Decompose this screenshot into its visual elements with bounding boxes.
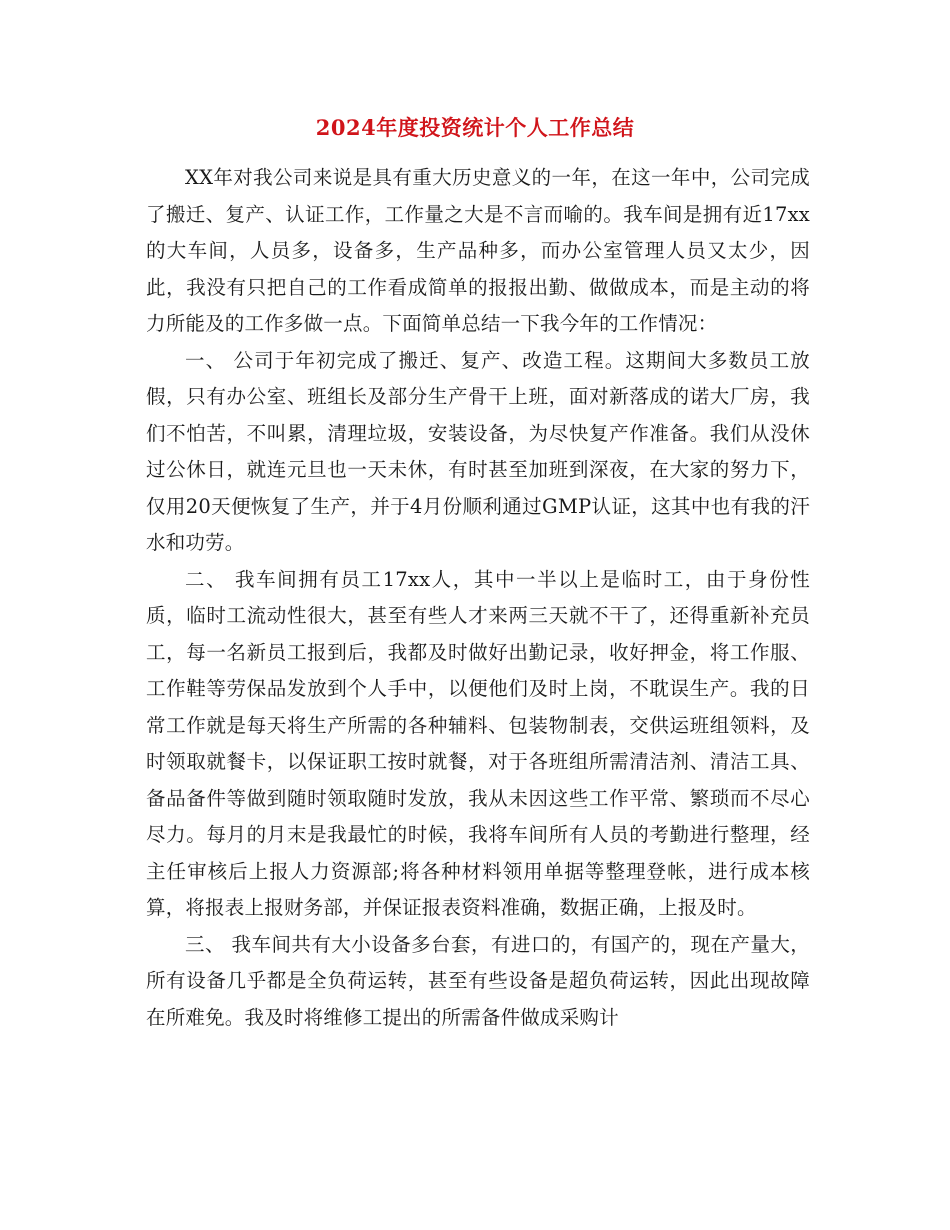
paragraph-section-2: 二、 我车间拥有员工17xx人，其中一半以上是临时工，由于身份性质，临时工流动性很大，甚至有些人才来两三天就不干了，还得重新补充员工，每一名新员工报到后，我都及时做好出勤记录，收好押金，将工作服、工作鞋等劳保品发放到个人手中，以便他们及时上岗，不耽误生产。我的日常工作就是每天将生产所需的各种辅料、包装物制表，交供运班组领料，及时领取就餐卡，以保证职工按时就餐，对于各班组所需清洁剂、清洁工具、备品备件等做到随时领取随时发放，我从未因这些工作平常、繁琐而不尽心尽力。每月的月末是我最忙的时候，我将车间所有人员的考勤进行整理，经主任审核后上报人力资源部;将各种材料领用单据等整理登帐，进行成本核算，将报表上报财务部，并保证报表资料准确，数据正确，上报及时。 [146, 567, 810, 919]
paragraph-section-1: 一、 公司于年初完成了搬迁、复产、改造工程。这期间大多数员工放假，只有办公室、班组长及部分生产骨干上班，面对新落成的诺大厂房，我们不怕苦，不叫累，清理垃圾，安装设备，为尽快复产作准备。我们从没休过公休日，就连元旦也一天未休，有时甚至加班到深夜，在大家的努力下，仅用20天便恢复了生产，并于4月份顺利通过GMP认证，这其中也有我的汗水和功劳。 [146, 348, 810, 554]
document-body [146, 160, 810, 1036]
document-title: 2024年度投资统计个人工作总结 [315, 115, 635, 140]
paragraph-section-3: 三、 我车间共有大小设备多台套，有进口的，有国产的，现在产量大，所有设备几乎都是全负荷运转，甚至有些设备是超负荷运转，因此出现故障在所难免。我及时将维修工提出的所需备件做成采购计 [146, 932, 810, 1029]
paragraph-intro: XX年对我公司来说是具有重大历史意义的一年，在这一年中，公司完成了搬迁、复产、认证工作，工作量之大是不言而喻的。我车间是拥有近17xx的大车间，人员多，设备多，生产品种多，而办公室管理人员又太少，因此，我没有只把自己的工作看成简单的报报出勤、做做成本，而是主动的将力所能及的工作多做一点。下面简单总结一下我今年的工作情况： [146, 166, 810, 335]
